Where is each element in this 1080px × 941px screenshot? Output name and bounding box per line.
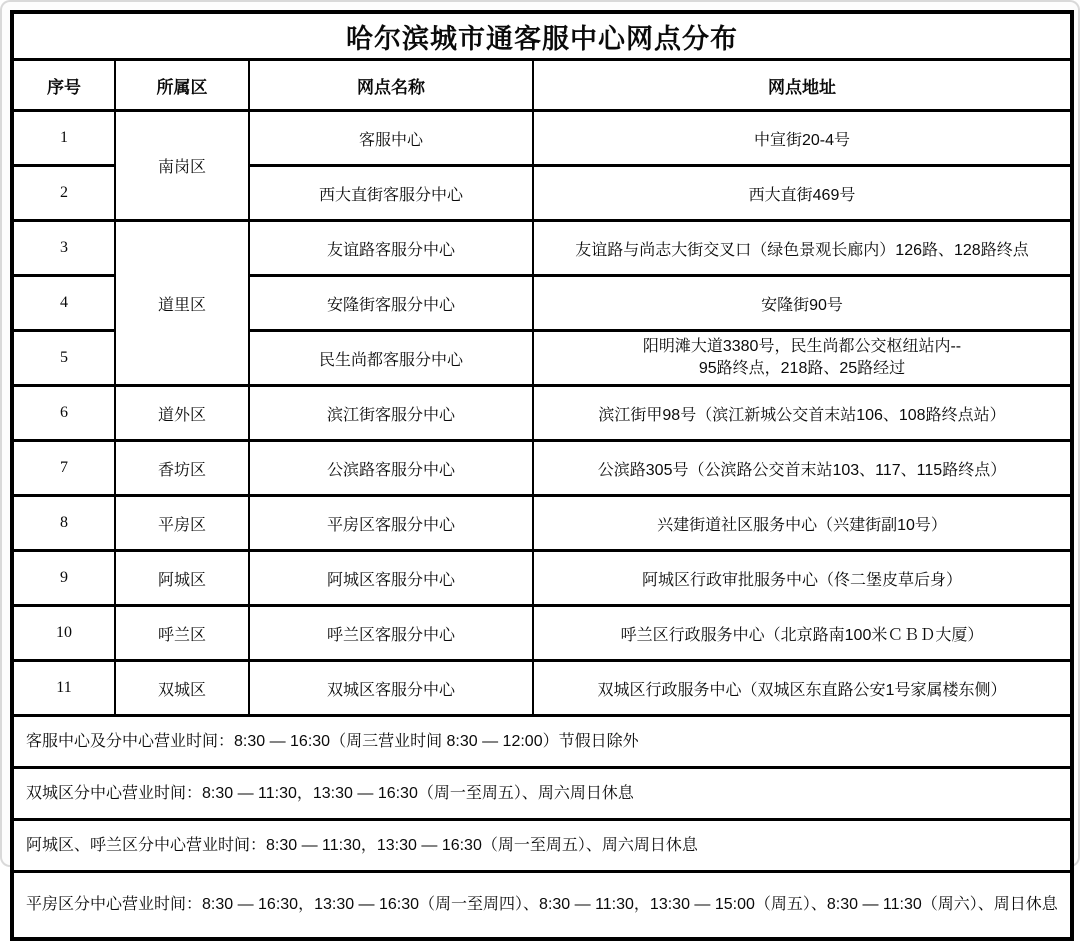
cell-address: 滨江街甲98号（滨江新城公交首末站106、108路终点站） [533,386,1072,441]
address-line-1: 阳明滩大道3380号，民生尚都公交枢纽站内-- [642,338,962,355]
cell-name: 公滨路客服分中心 [249,441,533,496]
cell-address [533,331,1072,386]
cell-district: 香坊区 [115,441,249,496]
cell-no: 6 [12,386,115,441]
cell-no: 2 [12,166,115,221]
cell-no: 9 [12,551,115,606]
table-row [12,441,1072,496]
note-text: 客服中心及分中心营业时间：8:30 — 16:30（周三营业时间 8:30 — 12:00）节假日除外 [26,732,639,750]
cell-name: 客服中心 [249,111,533,166]
col-header-address: 网点地址 [533,60,1072,111]
cell-district: 阿城区 [115,551,249,606]
cell-no: 11 [12,661,115,716]
data-rows [12,111,1072,716]
note-hours-acheng-hulan [12,820,1072,872]
cell-address: 兴建街道社区服务中心（兴建街副10号） [533,496,1072,551]
cell-no: 7 [12,441,115,496]
note-row [12,768,1072,820]
table-row [12,221,1072,276]
cell-address: 双城区行政服务中心（双城区东直路公安1号家属楼东侧） [533,661,1072,716]
cell-name: 呼兰区客服分中心 [249,606,533,661]
cell-address: 安隆街90号 [533,276,1072,331]
table-row [12,661,1072,716]
note-text: 平房区分中心营业时间：8:30 — 16:30，13:30 — 16:30（周一至周四）、8:30 — 11:30，13:30 — 15:00（周五）、8:30 — 11:30（周六）、周日休息 [26,896,1058,913]
header-row [12,60,1072,111]
cell-address: 呼兰区行政服务中心（北京路南100米ＣＢＤ大厦） [533,606,1072,661]
cell-district: 平房区 [115,496,249,551]
note-row [12,820,1072,872]
title-section [12,12,1072,111]
table-row [12,551,1072,606]
col-header-district: 所属区 [115,60,249,111]
cell-name: 滨江街客服分中心 [249,386,533,441]
table-row [12,111,1072,166]
note-row [12,716,1072,768]
cell-no: 4 [12,276,115,331]
address-line-2: 95路终点，218路、25路经过 [698,360,906,377]
cell-address: 西大直街469号 [533,166,1072,221]
cell-address: 阿城区行政审批服务中心（佟二堡皮草后身） [533,551,1072,606]
table-row [12,496,1072,551]
cell-district: 双城区 [115,661,249,716]
table-row [12,386,1072,441]
cell-name: 平房区客服分中心 [249,496,533,551]
cell-no: 3 [12,221,115,276]
title-row [12,12,1072,60]
cell-no: 10 [12,606,115,661]
cell-name: 西大直街客服分中心 [249,166,533,221]
cell-district: 道里区 [115,221,249,386]
col-header-no: 序号 [12,60,115,111]
cell-no: 8 [12,496,115,551]
cell-name: 安隆街客服分中心 [249,276,533,331]
note-hours-main [12,716,1072,768]
cell-name: 友谊路客服分中心 [249,221,533,276]
cell-no: 1 [12,111,115,166]
cell-district: 呼兰区 [115,606,249,661]
note-text: 双城区分中心营业时间：8:30 — 11:30，13:30 — 16:30（周一至周五）、周六周日休息 [26,784,634,802]
cell-address: 友谊路与尚志大街交叉口（绿色景观长廊内）126路、128路终点 [533,221,1072,276]
notes-section [12,716,1072,940]
table-row [12,606,1072,661]
page-title: 哈尔滨城市通客服中心网点分布 [12,12,1072,60]
note-hours-shuangcheng [12,768,1072,820]
note-text: 阿城区、呼兰区分中心营业时间：8:30 — 11:30，13:30 — 16:30（周一至周五）、周六周日休息 [26,836,698,854]
cell-district: 南岗区 [115,111,249,221]
cell-name: 双城区客服分中心 [249,661,533,716]
cell-name: 民生尚都客服分中心 [249,331,533,386]
cell-no: 5 [12,331,115,386]
col-header-name: 网点名称 [249,60,533,111]
cell-address: 中宣街20-4号 [533,111,1072,166]
cell-address: 公滨路305号（公滨路公交首末站103、117、115路终点） [533,441,1072,496]
note-hours-pingfang [12,872,1072,940]
service-centers-table [10,10,1074,941]
note-row [12,872,1072,940]
cell-district: 道外区 [115,386,249,441]
cell-name: 阿城区客服分中心 [249,551,533,606]
